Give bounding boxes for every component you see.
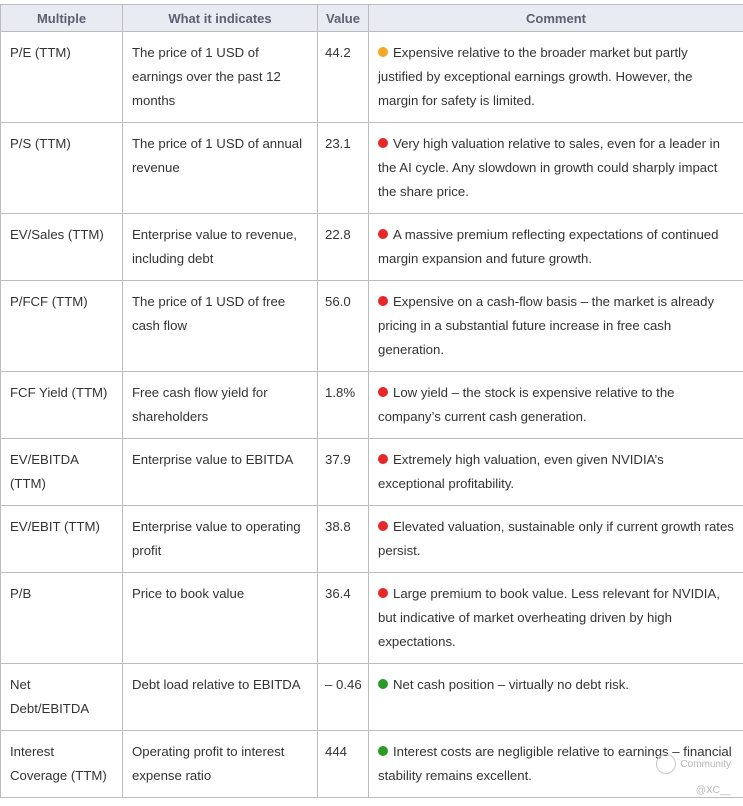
cell-value: 38.8 bbox=[318, 506, 369, 573]
comment-text: Very high valuation relative to sales, even for a leader in the AI cycle. Any slowdown in growth could sharply impact the share price. bbox=[378, 136, 720, 199]
cell-indicates: Enterprise value to EBITDA bbox=[123, 439, 318, 506]
status-dot-green-icon bbox=[378, 679, 388, 689]
cell-value: 1.8% bbox=[318, 372, 369, 439]
cell-indicates: Price to book value bbox=[123, 573, 318, 664]
watermark-line2: @XC__ bbox=[695, 785, 731, 796]
comment-text: Interest costs are negligible relative to earnings – financial stability remains excellent. bbox=[378, 744, 732, 783]
cell-comment bbox=[369, 372, 743, 439]
cell-multiple: EV/Sales (TTM) bbox=[1, 214, 123, 281]
comment-text: Net cash position – virtually no debt risk. bbox=[393, 677, 630, 692]
cell-comment bbox=[369, 214, 743, 281]
comment-text: Low yield – the stock is expensive relative to the company’s current cash generation. bbox=[378, 385, 675, 424]
status-dot-red-icon bbox=[378, 138, 388, 148]
cell-value: – 0.46 bbox=[318, 664, 369, 731]
cell-comment bbox=[369, 664, 743, 731]
cell-value: 56.0 bbox=[318, 281, 369, 372]
cell-multiple: P/FCF (TTM) bbox=[1, 281, 123, 372]
comment-text: A massive premium reflecting expectations of continued margin expansion and future growth. bbox=[378, 227, 719, 266]
comment-text: Large premium to book value. Less relevant for NVIDIA, but indicative of market overheating driven by high expectations. bbox=[378, 586, 720, 649]
table-row bbox=[1, 506, 743, 573]
table-row bbox=[1, 439, 743, 506]
comment-text: Expensive on a cash-flow basis – the market is already pricing in a substantial future increase in free cash generation. bbox=[378, 294, 715, 357]
cell-multiple: P/E (TTM) bbox=[1, 32, 123, 123]
status-dot-red-icon bbox=[378, 588, 388, 598]
watermark-line1: Community bbox=[680, 759, 731, 770]
cell-comment bbox=[369, 506, 743, 573]
status-dot-red-icon bbox=[378, 229, 388, 239]
cell-indicates: Enterprise value to operating profit bbox=[123, 506, 318, 573]
cell-indicates: Operating profit to interest expense ratio bbox=[123, 731, 318, 798]
cell-multiple: P/S (TTM) bbox=[1, 123, 123, 214]
cell-multiple: P/B bbox=[1, 573, 123, 664]
header-comment: Comment bbox=[369, 5, 743, 32]
cell-value: 37.9 bbox=[318, 439, 369, 506]
watermark bbox=[656, 752, 731, 804]
table-row bbox=[1, 214, 743, 281]
cell-comment bbox=[369, 32, 743, 123]
table-row bbox=[1, 32, 743, 123]
comment-text: Extremely high valuation, even given NVIDIA’s exceptional profitability. bbox=[378, 452, 664, 491]
status-dot-red-icon bbox=[378, 521, 388, 531]
cell-multiple: EV/EBITDA (TTM) bbox=[1, 439, 123, 506]
header-what-it-indicates: What it indicates bbox=[123, 5, 318, 32]
status-dot-red-icon bbox=[378, 454, 388, 464]
cell-multiple: Net Debt/EBITDA bbox=[1, 664, 123, 731]
header-value: Value bbox=[318, 5, 369, 32]
header-multiple: Multiple bbox=[1, 5, 123, 32]
comment-text: Expensive relative to the broader market but partly justified by exceptional earnings growth. However, the margin for safety is limited. bbox=[378, 45, 693, 108]
cell-indicates: Enterprise value to revenue, including debt bbox=[123, 214, 318, 281]
community-logo-icon bbox=[656, 754, 676, 774]
table-row bbox=[1, 123, 743, 214]
cell-comment bbox=[369, 439, 743, 506]
cell-indicates: The price of 1 USD of annual revenue bbox=[123, 123, 318, 214]
cell-indicates: The price of 1 USD of free cash flow bbox=[123, 281, 318, 372]
status-dot-orange-icon bbox=[378, 47, 388, 57]
cell-value: 44.2 bbox=[318, 32, 369, 123]
table-header-row bbox=[1, 5, 743, 32]
table-row bbox=[1, 573, 743, 664]
cell-indicates: The price of 1 USD of earnings over the past 12 months bbox=[123, 32, 318, 123]
cell-comment bbox=[369, 123, 743, 214]
table-row bbox=[1, 664, 743, 731]
cell-value: 22.8 bbox=[318, 214, 369, 281]
cell-multiple: FCF Yield (TTM) bbox=[1, 372, 123, 439]
cell-multiple: Interest Coverage (TTM) bbox=[1, 731, 123, 798]
cell-value: 36.4 bbox=[318, 573, 369, 664]
table-row bbox=[1, 281, 743, 372]
table-row bbox=[1, 731, 743, 798]
cell-indicates: Free cash flow yield for shareholders bbox=[123, 372, 318, 439]
status-dot-red-icon bbox=[378, 296, 388, 306]
cell-value: 444 bbox=[318, 731, 369, 798]
cell-multiple: EV/EBIT (TTM) bbox=[1, 506, 123, 573]
cell-comment bbox=[369, 573, 743, 664]
table-row bbox=[1, 372, 743, 439]
cell-comment bbox=[369, 281, 743, 372]
comment-text: Elevated valuation, sustainable only if current growth rates persist. bbox=[378, 519, 734, 558]
cell-value: 23.1 bbox=[318, 123, 369, 214]
status-dot-red-icon bbox=[378, 387, 388, 397]
status-dot-green-icon bbox=[378, 746, 388, 756]
valuation-multiples-table bbox=[0, 4, 743, 798]
cell-indicates: Debt load relative to EBITDA bbox=[123, 664, 318, 731]
